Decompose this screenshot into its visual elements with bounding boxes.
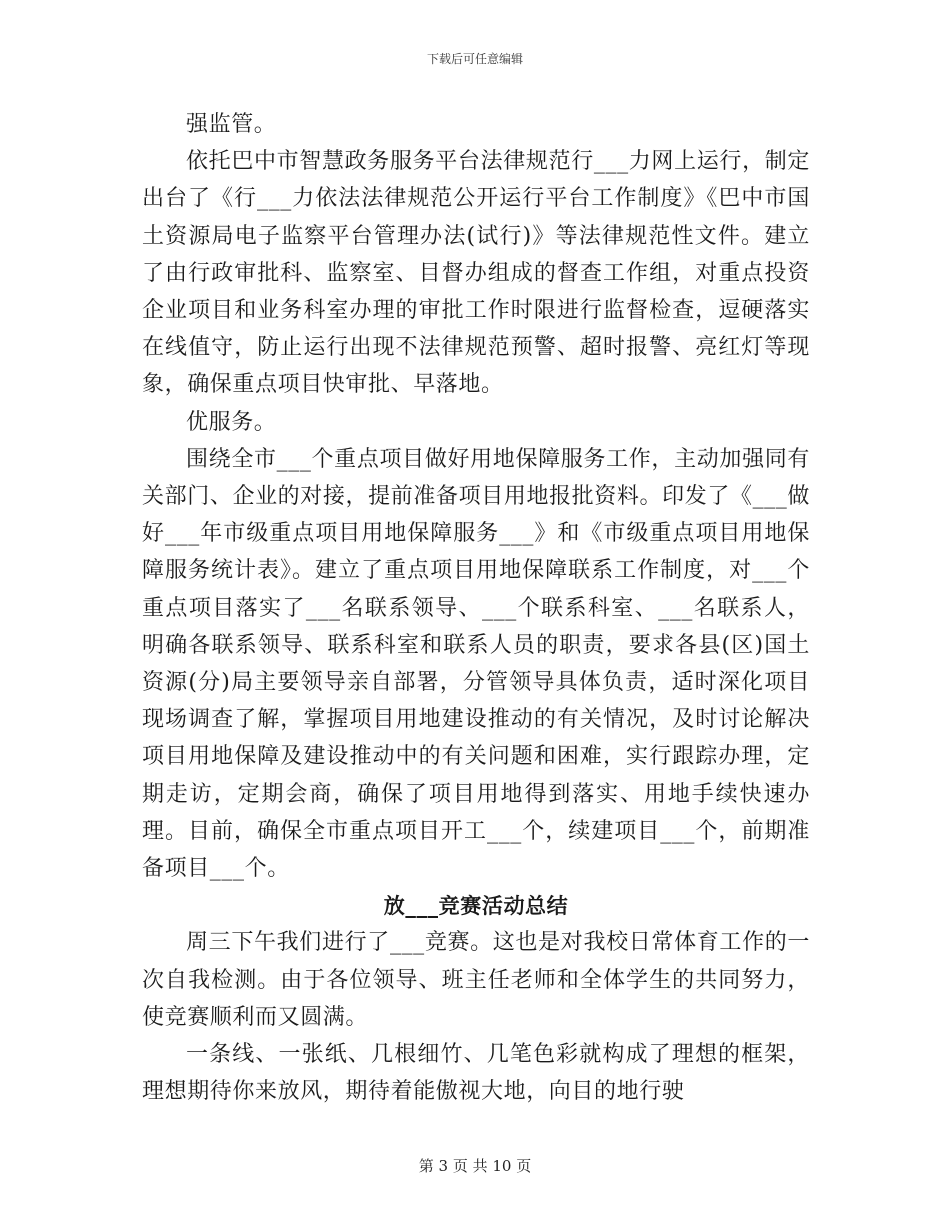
- page-header: 下载后可任意编辑: [426, 52, 523, 66]
- paragraph-kite-description: 一条线、一张纸、几根细竹、几笔色彩就构成了理想的框架，理想期待你来放风，期待着能傲视大地，向目的地行驶: [142, 1042, 810, 1105]
- page-number: 第 3 页 共 10 页: [418, 1157, 532, 1175]
- paragraph-competition-summary: 周三下午我们进行了___竞赛。这也是对我校日常体育工作的一次自我检测。由于各位领导、班主任老师和全体学生的共同努力，使竞赛顺利而又圆满。: [142, 930, 810, 1030]
- paragraph-strengthen-supervision: 强监管。: [186, 112, 277, 137]
- paragraph-land-use-service: 围绕全市___个重点项目做好用地保障服务工作，主动加强同有关部门、企业的对接，提前准备项目用地报批资料。印发了《___做好___年市级重点项目用地保障服务___》和《市级重点项目用地保障服务统计表》。建立了重点项目用地保障联系工作制度，对___个重点项目落实了___名联系领导、___个联系科室、___名联系人，明确各联系领导、联系科室和联系人员的职责，要求各县(区)国土资源(分)局主要领导亲自部署，分管领导具体负责，适时深化项目现场调查了解，掌握项目用地建设推动的有关情况，及时讨论解决项目用地保障及建设推动中的有关问题和困难，实行跟踪办理，定期走访，定期会商，确保了项目用地得到落实、用地手续快速办理。目前，确保全市重点项目开工___个，续建项目___个，前期准备项目___个。: [142, 446, 810, 882]
- paragraph-platform-supervision: 依托巴中市智慧政务服务平台法律规范行___力网上运行，制定出台了《行___力依法法律规范公开运行平台工作制度》《巴中市国土资源局电子监察平台管理办法(试行)》等法律规范性文件。建立了由行政审批科、监察室、目督办组成的督查工作组，对重点投资企业项目和业务科室办理的审批工作时限进行监督检查，逗硬落实在线值守，防止运行出现不法律规范预警、超时报警、亮红灯等现象，确保重点项目快审批、早落地。: [142, 149, 810, 398]
- document-body: [142, 106, 810, 1110]
- section-title: 放___竞赛活动总结: [383, 893, 569, 919]
- paragraph-optimize-service: 优服务。: [186, 409, 277, 435]
